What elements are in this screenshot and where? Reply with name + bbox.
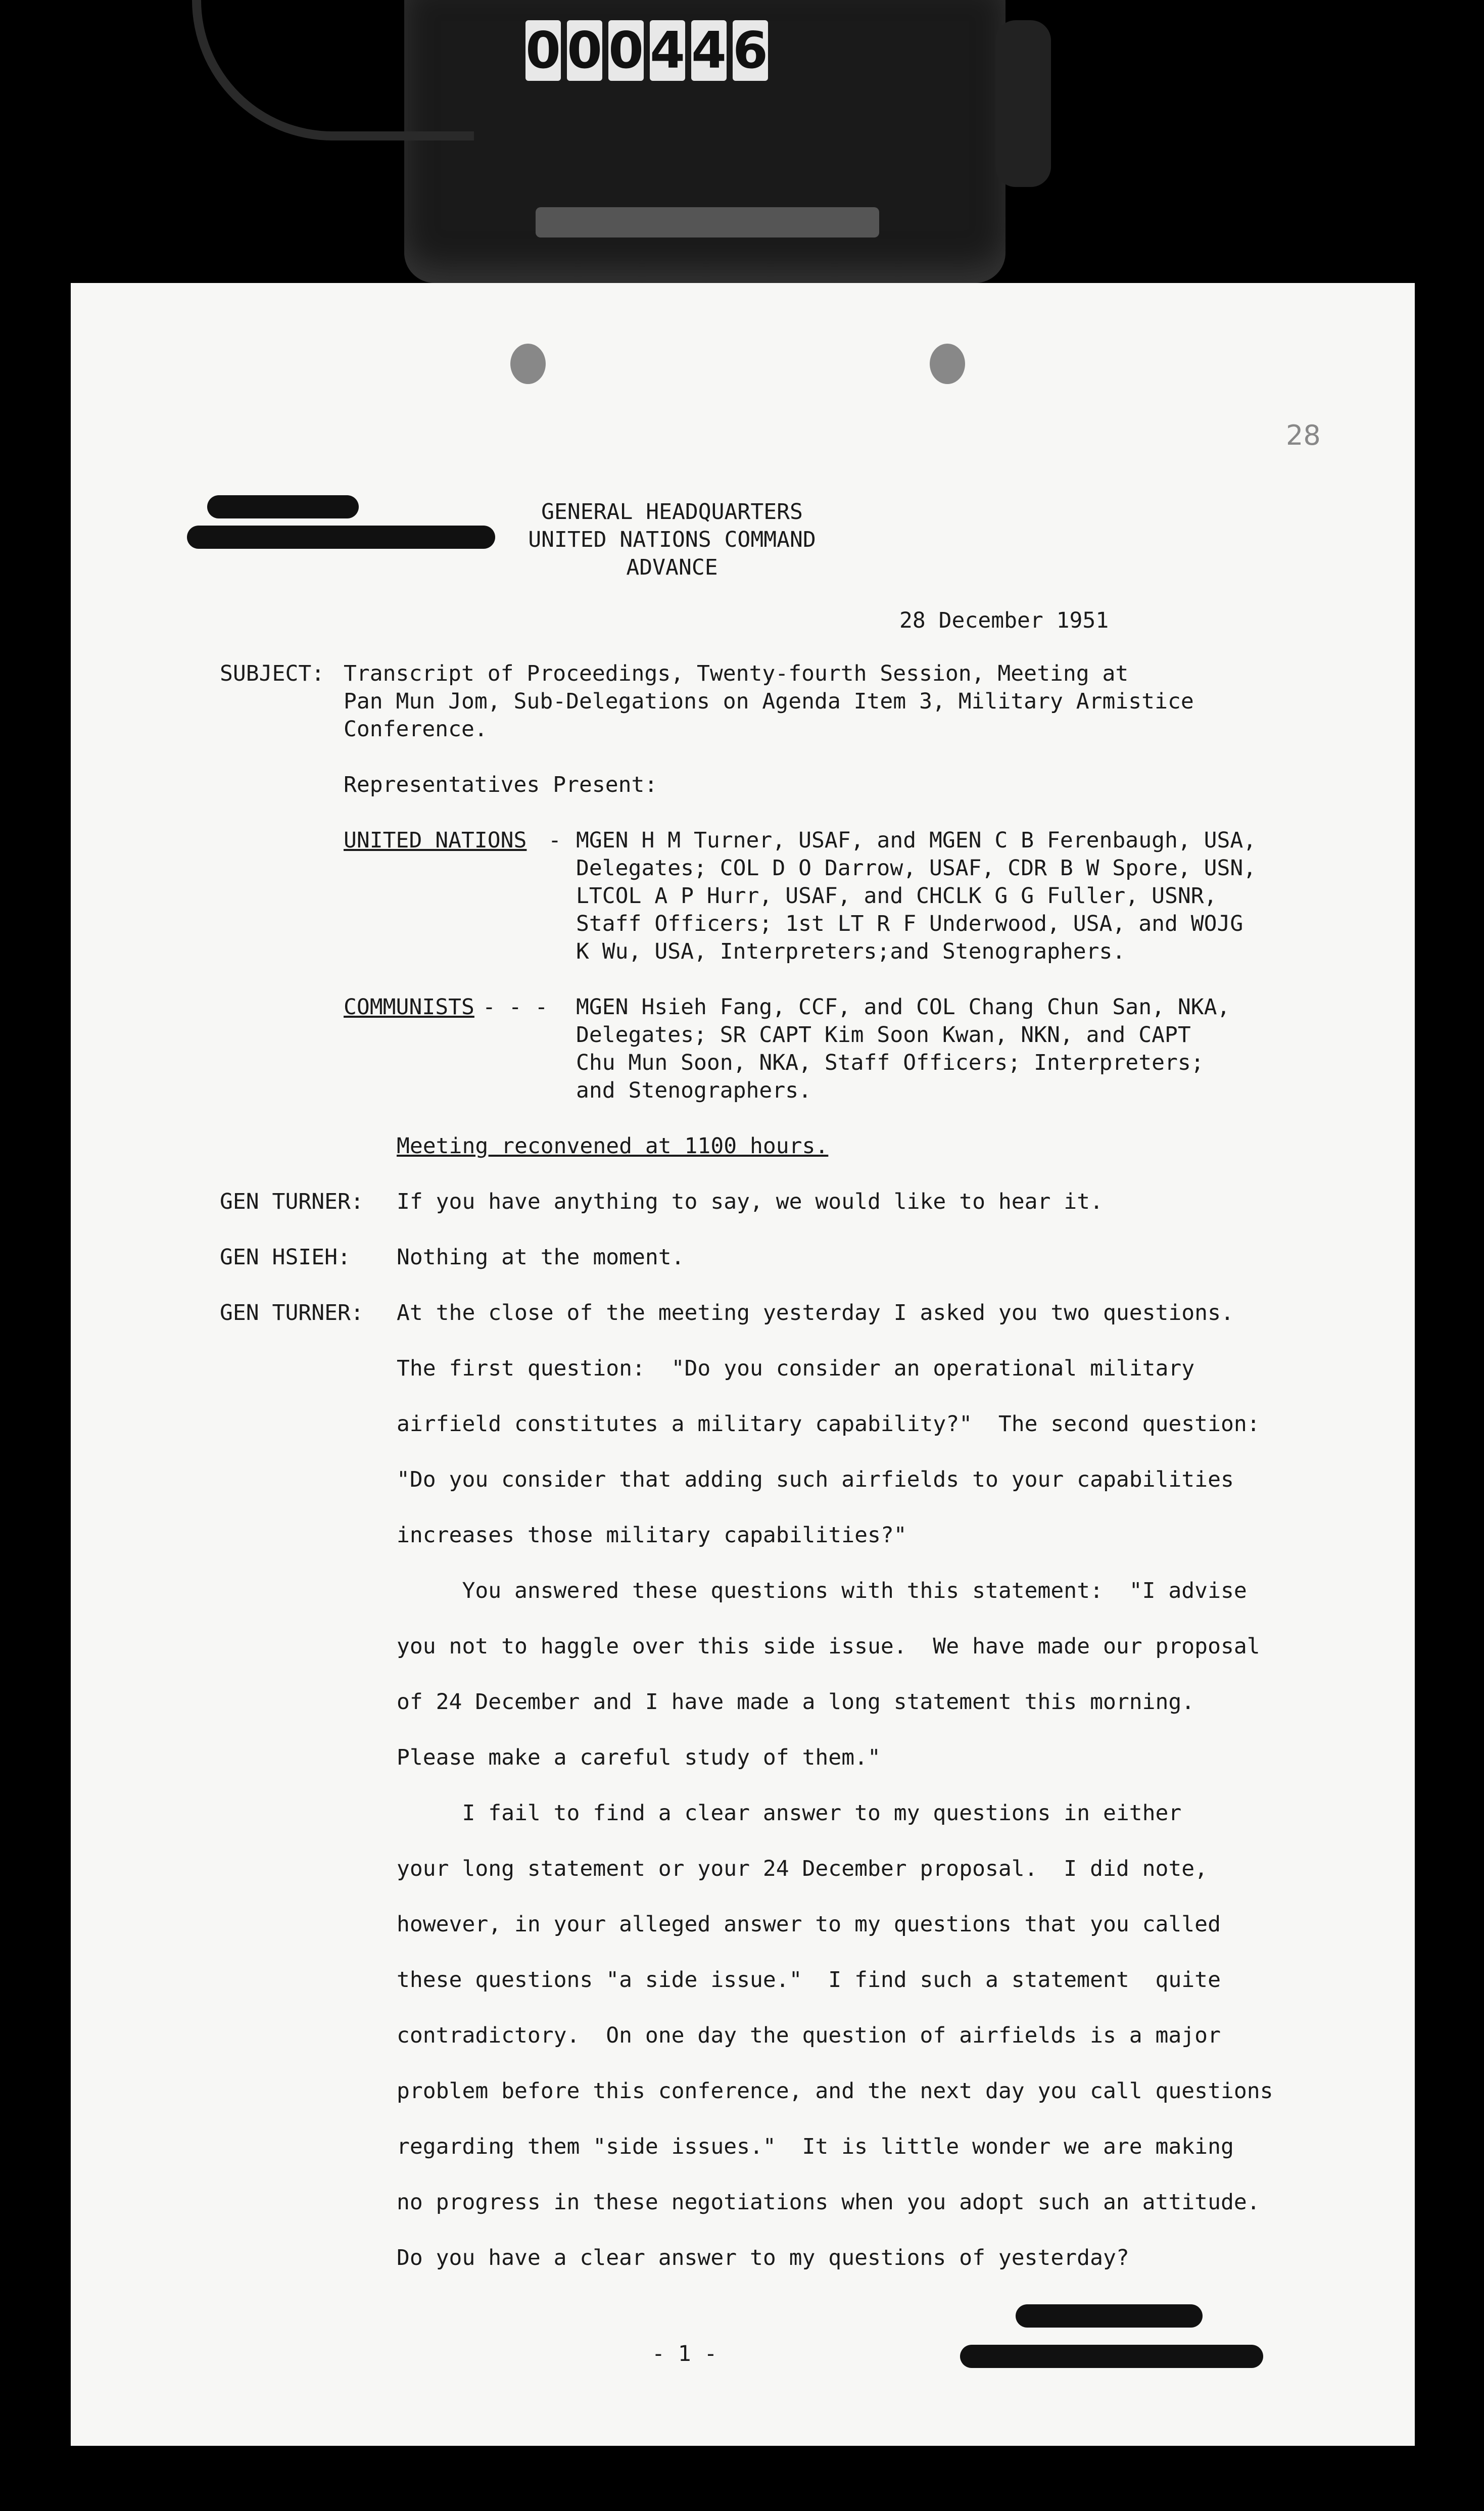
communist-group-line: Delegates; SR CAPT Kim Soon Kwan, NKN, and CAPT: [576, 1022, 1191, 1048]
subject-line: Transcript of Proceedings, Twenty-fourth Session, Meeting at: [344, 661, 1129, 686]
transcript-line: increases those military capabilities?": [397, 1523, 907, 1548]
communist-group-line: Chu Mun Soon, NKA, Staff Officers; Interpreters;: [576, 1050, 1204, 1075]
punch-hole: [510, 344, 546, 384]
transcript-line: You answered these questions with this statement: "I advise: [397, 1578, 1247, 1603]
redaction-mark: [960, 2345, 1263, 2368]
transcript-line: Do you have a clear answer to my questions of yesterday?: [397, 2245, 1129, 2270]
transcript-line: these questions "a side issue." I find such a statement quite: [397, 1967, 1221, 1993]
handwritten-page-mark: 28: [1286, 419, 1321, 451]
transcript-line: of 24 December and I have made a long statement this morning.: [397, 1689, 1195, 1715]
un-group-line: K Wu, USA, Interpreters;and Stenographers.: [576, 939, 1126, 964]
redaction-mark: [187, 526, 495, 549]
speaker-label: GEN TURNER:: [220, 1300, 364, 1325]
counter-digit: 4: [650, 21, 685, 80]
transcript-line: regarding them "side issues." It is little wonder we are making: [397, 2134, 1234, 2159]
redaction-mark: [1016, 2304, 1203, 2328]
un-group-line: MGEN H M Turner, USAF, and MGEN C B Ferenbaugh, USA,: [576, 828, 1257, 853]
communist-group-line: MGEN Hsieh Fang, CCF, and COL Chang Chun San, NKA,: [576, 994, 1230, 1020]
counter-digit: 6: [733, 21, 768, 80]
transcript-line: Please make a careful study of them.": [397, 1745, 881, 1770]
speaker-label: GEN TURNER:: [220, 1189, 364, 1214]
transcript-line: "Do you consider that adding such airfields to your capabilities: [397, 1467, 1234, 1492]
un-group-line: LTCOL A P Hurr, USAF, and CHCLK G G Fuller, USNR,: [576, 883, 1217, 909]
un-group-line: Staff Officers; 1st LT R F Underwood, USA, and WOJG: [576, 911, 1243, 936]
transcript-line: however, in your alleged answer to my questions that you called: [397, 1912, 1221, 1937]
transcript-line: contradictory. On one day the question of airfields is a major: [397, 2023, 1221, 2048]
transcript-line: airfield constitutes a military capability?" The second question:: [397, 1411, 1260, 1437]
counter-digit: 0: [608, 21, 644, 80]
communist-group-label: COMMUNISTS: [344, 994, 474, 1020]
transcript-line: Nothing at the moment.: [397, 1245, 685, 1270]
device-cable: [192, 0, 474, 140]
reconvened-note: Meeting reconvened at 1100 hours.: [397, 1133, 829, 1159]
un-group-label: UNITED NATIONS: [344, 828, 527, 853]
document-page: [71, 283, 1415, 2446]
punch-hole: [930, 344, 965, 384]
transcript-line: If you have anything to say, we would like to hear it.: [397, 1189, 1103, 1214]
speaker-label: GEN HSIEH:: [220, 1245, 351, 1270]
transcript-line: problem before this conference, and the next day you call questions: [397, 2078, 1273, 2104]
transcript-line: The first question: "Do you consider an operational military: [397, 1356, 1195, 1381]
subject-line: Pan Mun Jom, Sub-Delegations on Agenda Item 3, Military Armistice: [344, 689, 1194, 714]
redaction-mark: [207, 495, 359, 518]
counter-digit: 4: [691, 21, 727, 80]
subject-label: SUBJECT:: [220, 661, 325, 686]
document-date: 28 December 1951: [899, 608, 1109, 633]
transcript-line: no progress in these negotiations when you adopt such an attitude.: [397, 2190, 1260, 2215]
counter-digit: 0: [567, 21, 602, 80]
header-line: ADVANCE: [626, 555, 718, 580]
communist-group-dash: - - -: [483, 994, 548, 1020]
counter-digit: 0: [525, 21, 561, 80]
un-group-dash: -: [548, 828, 561, 853]
header-line: GENERAL HEADQUARTERS: [541, 499, 803, 525]
subject-line: Conference.: [344, 717, 488, 742]
device-knob: [995, 20, 1051, 187]
frame-counter: [525, 20, 768, 81]
transcript-line: I fail to find a clear answer to my questions in either: [397, 1801, 1182, 1826]
transcript-line: you not to haggle over this side issue. We have made our proposal: [397, 1634, 1260, 1659]
communist-group-line: and Stenographers.: [576, 1078, 811, 1103]
transcript-line: your long statement or your 24 December proposal. I did note,: [397, 1856, 1208, 1881]
transcript-line: At the close of the meeting yesterday I asked you two questions.: [397, 1300, 1234, 1325]
representatives-heading: Representatives Present:: [344, 772, 658, 797]
device-slot: [536, 207, 879, 238]
un-group-line: Delegates; COL D O Darrow, USAF, CDR B W Spore, USN,: [576, 856, 1257, 881]
page-number: - 1 -: [652, 2341, 717, 2366]
header-line: UNITED NATIONS COMMAND: [528, 527, 816, 552]
